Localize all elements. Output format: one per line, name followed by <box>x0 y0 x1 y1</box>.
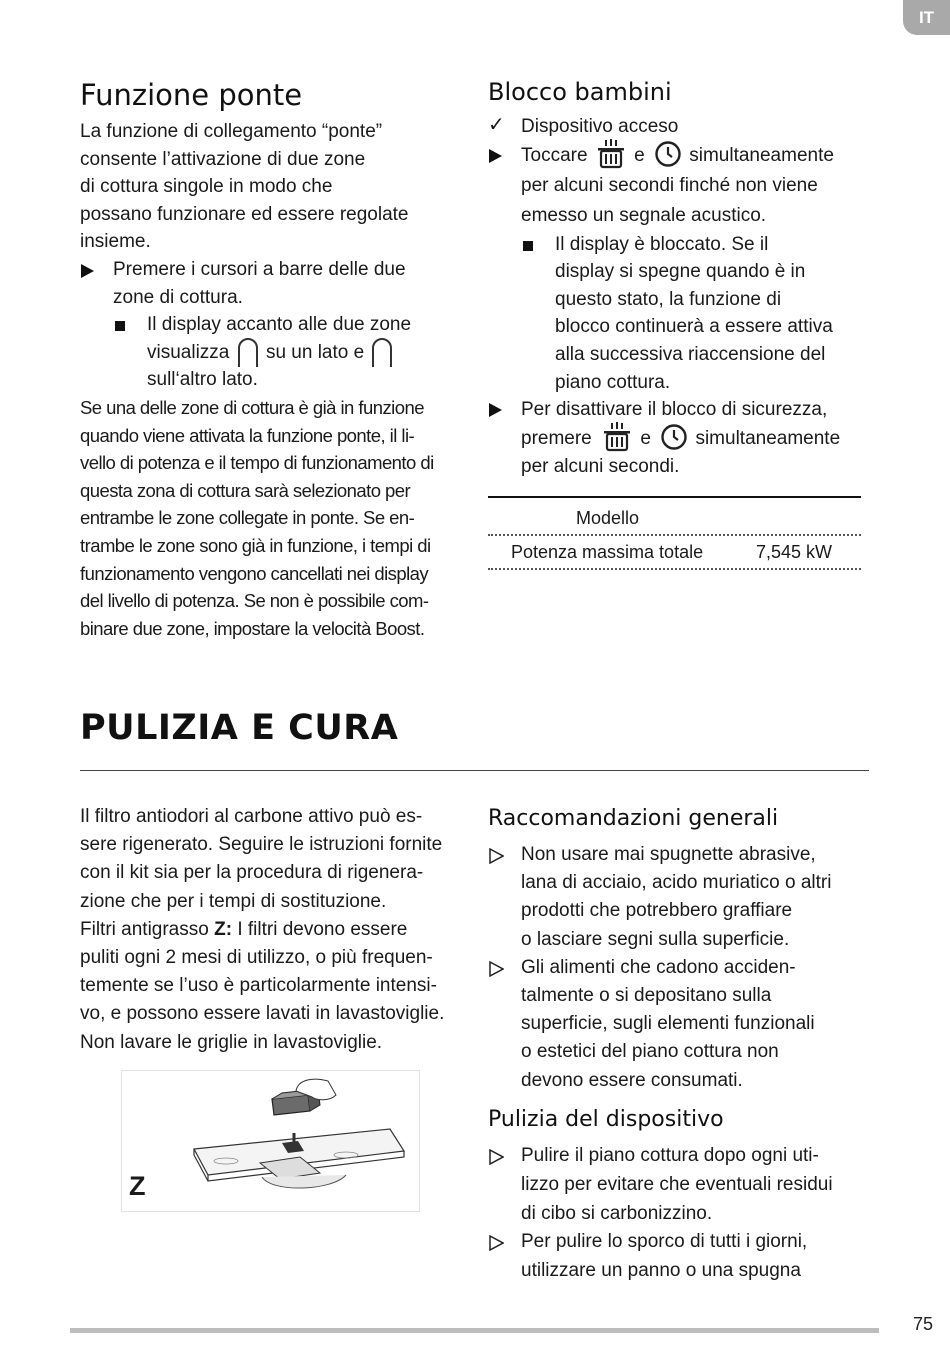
text-line: prodotti che potrebbero graffiare <box>521 900 793 922</box>
text-line: questo stato, la funzione di <box>555 288 782 310</box>
text-line: temente se l’uso è particolarmente intensi- <box>80 975 437 997</box>
bridge-result <box>80 311 465 394</box>
text-line: talmente o si depositano sulla <box>521 985 772 1007</box>
text-line: La funzione di collegamento “ponte” <box>80 121 383 142</box>
text-line: piano cottura. <box>555 371 671 393</box>
text-line: emesso un segnale acustico. <box>521 204 767 226</box>
text-line: sull‘altro lato. <box>147 369 258 391</box>
text-line: Gli alimenti che cadono acciden- <box>521 956 796 978</box>
power-spec-table <box>488 496 861 570</box>
list-item <box>488 1228 873 1286</box>
timer-icon <box>654 140 682 168</box>
text-line: devono essere consumati. <box>521 1069 743 1091</box>
bridge-function-title: Funzione ponte <box>80 78 303 112</box>
lock-pot-icon <box>601 421 633 453</box>
text-line: possano funzionare ed essere regolate <box>80 203 409 225</box>
text-fragment: simultaneamente <box>689 144 834 166</box>
text-line <box>521 141 873 171</box>
hob-filter-drawing <box>122 1071 419 1211</box>
footer-bar <box>70 1328 879 1333</box>
text-line: per alcuni secondi finché non viene <box>521 174 818 196</box>
text-fragment: premere <box>521 427 592 449</box>
text-line: con il kit sia per la procedura di rigenera- <box>80 862 424 884</box>
bridge-function-section <box>80 78 465 642</box>
text-fragment: I filtri devono essere <box>237 918 408 940</box>
table-cell-value: 7,545 kW <box>756 542 833 562</box>
table-cell-label: Potenza massima totale <box>511 542 704 562</box>
text-line: Se una delle zone di cottura è già in funzione <box>80 396 424 418</box>
outline-arrow-icon <box>489 1149 504 1165</box>
text-fragment: simultaneamente <box>695 427 841 449</box>
text-line: lana di acciaio, acido muriatico o altri <box>521 872 832 894</box>
text-fragment: Filtri antigrasso <box>80 918 209 940</box>
bridge-arc-icon <box>369 335 395 369</box>
text-line: o lasciare segni sulla superficie. <box>521 928 790 950</box>
check-icon: ✓ <box>488 114 505 136</box>
text-line: sere rigenerato. Seguire le istruzioni fornite <box>80 834 443 856</box>
text-line: o estetici del piano cottura non <box>521 1041 779 1063</box>
text-line: Pulire il piano cottura dopo ogni uti- <box>521 1145 819 1166</box>
result-bullet-icon <box>523 241 533 251</box>
text-line: per alcuni secondi. <box>521 456 680 478</box>
text-line <box>521 425 873 454</box>
text-line: zone di cottura. <box>113 286 243 308</box>
lock-pot-icon <box>595 138 627 170</box>
timer-icon <box>660 423 688 451</box>
child-lock-section <box>488 78 873 482</box>
step-arrow-icon <box>81 264 94 278</box>
list-item <box>488 1142 873 1228</box>
text-line: vello di potenza e il tempo di funzionamento di <box>80 452 434 474</box>
bridge-step <box>80 256 465 311</box>
text-line: Per pulire lo sporco di tutti i giorni, <box>521 1231 808 1253</box>
text-line: puliti ogni 2 mesi di utilizzo, o più frequen- <box>80 947 433 969</box>
text-fragment: Toccare <box>521 144 588 166</box>
text-line: display si spegne quando è in <box>555 261 806 283</box>
table-row <box>488 536 861 568</box>
recommendations-title: Raccomandazioni generali <box>488 806 779 831</box>
text-line: questa zona di cottura sarà selezionato per <box>80 479 411 501</box>
text-line: superficie, sugli elementi funzionali <box>521 1013 815 1035</box>
filter-illustration <box>121 1070 420 1212</box>
text-line: Premere i cursori a barre delle due <box>113 258 406 280</box>
text-line <box>147 339 465 367</box>
result-bullet-icon <box>115 321 125 331</box>
text-line: funzionamento vengono cancellati nei display <box>80 562 429 584</box>
step-arrow-icon <box>489 149 502 163</box>
child-lock-result <box>488 231 873 397</box>
text-line: del livello di potenza. Se non è possibile com- <box>80 590 429 612</box>
text-line: Il display accanto alle due zone <box>147 314 412 336</box>
text-fragment: visualizza <box>147 341 230 363</box>
text-line: utilizzare un panno o una spugna <box>521 1260 801 1282</box>
text-line: Dispositivo acceso <box>521 116 679 137</box>
text-line <box>80 916 465 944</box>
text-line: Il display è bloccato. Se il <box>555 233 769 255</box>
filters-text <box>80 803 465 1057</box>
device-cleaning-title: Pulizia del dispositivo <box>488 1107 724 1132</box>
text-line: Per disattivare il blocco di sicurezza, <box>521 399 828 421</box>
section-title: PULIZIA E CURA <box>80 708 399 748</box>
text-line: Non usare mai spugnette abrasive, <box>521 844 816 865</box>
filters-section <box>80 803 465 1057</box>
text-fragment: e <box>640 427 651 449</box>
text-line: lizzo per evitare che eventuali residui <box>521 1173 833 1195</box>
bridge-note <box>80 394 465 642</box>
step-arrow-icon <box>489 403 502 417</box>
page-number: 75 <box>913 1314 934 1334</box>
child-lock-step1 <box>488 141 873 231</box>
text-line: trambe le zone sono già in funzione, i tempi di <box>80 534 431 556</box>
text-line: di cibo si carbonizzino. <box>521 1202 713 1224</box>
text-line: quando viene attivata la funzione ponte, il li- <box>80 424 415 446</box>
child-lock-precondition <box>488 113 873 141</box>
language-tab: IT <box>903 0 950 35</box>
text-line: blocco continuerà a essere attiva <box>555 316 833 338</box>
child-lock-title: Blocco bambini <box>488 78 672 106</box>
bridge-arc-icon <box>235 335 261 369</box>
text-line: vo, e possono essere lavati in lavastoviglie. <box>80 1003 445 1025</box>
text-fragment: su un lato e <box>265 341 365 363</box>
text-line: binare due zone, impostare la velocità Boost. <box>80 617 425 639</box>
text-line: consente l’attivazione di due zone <box>80 148 366 170</box>
table-divider <box>488 568 861 570</box>
general-recommendations-section <box>488 806 873 1095</box>
text-line: zione che per i tempi di sostituzione. <box>80 890 387 912</box>
text-line: Non lavare le griglie in lavastoviglie. <box>80 1031 383 1053</box>
outline-arrow-icon <box>489 961 504 977</box>
text-fragment: e <box>634 144 645 166</box>
child-lock-step2 <box>488 396 873 482</box>
text-line: insieme. <box>80 231 151 253</box>
text-line: di cottura singole in modo che <box>80 176 333 198</box>
filter-z-label: Z: <box>214 918 233 940</box>
outline-arrow-icon <box>489 848 504 864</box>
table-header: Modello <box>576 508 640 528</box>
text-line: Il filtro antiodori al carbone attivo può es- <box>80 806 423 827</box>
section-rule <box>80 770 869 771</box>
list-item <box>488 954 873 1095</box>
bridge-intro <box>80 118 465 256</box>
text-line: alla successiva riaccensione del <box>555 343 826 365</box>
text-line: entrambe le zone collegate in ponte. Se en- <box>80 507 415 529</box>
device-cleaning-section <box>488 1107 873 1286</box>
outline-arrow-icon <box>489 1235 504 1251</box>
figure-label-z: Z <box>129 1171 146 1201</box>
list-item <box>488 841 873 954</box>
